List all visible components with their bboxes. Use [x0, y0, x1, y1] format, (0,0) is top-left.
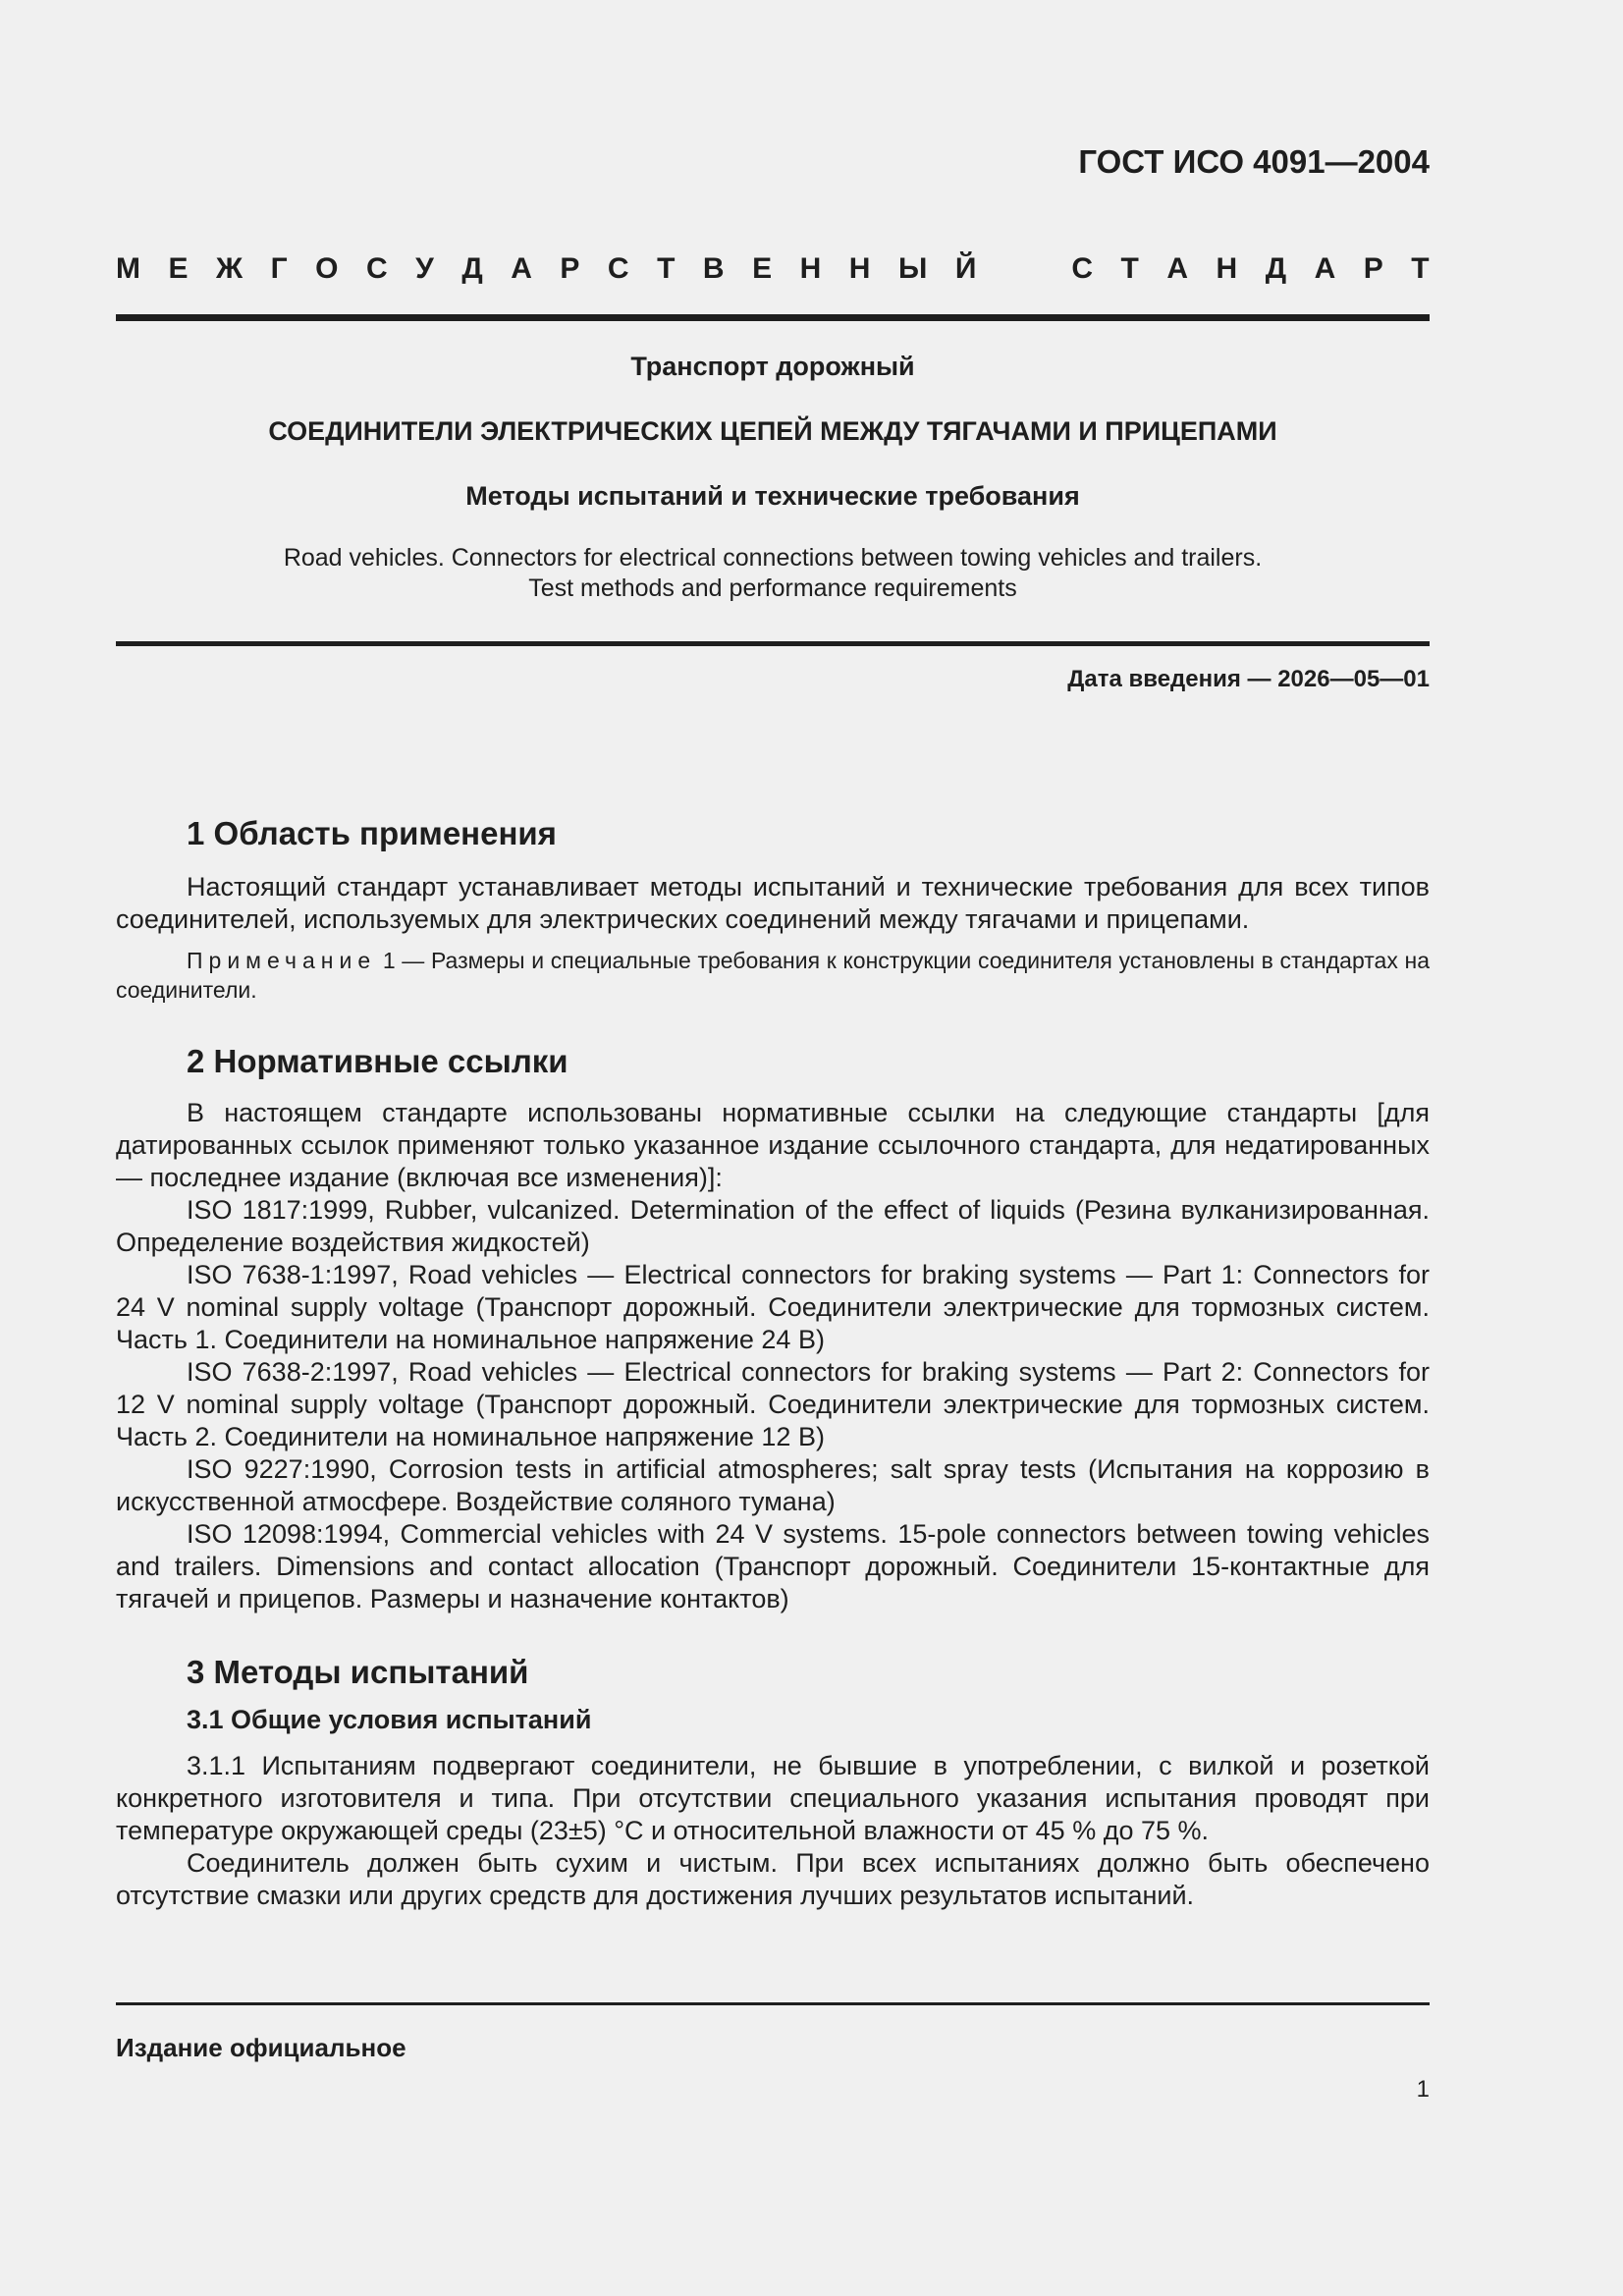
reference-item: ISO 9227:1990, Corrosion tests in artificial atmospheres; salt spray tests (Испытания на коррозию в искусственной атмосфере. Воздействие соляного тумана)	[116, 1454, 1430, 1516]
standard-type-letter: О	[315, 252, 339, 285]
standard-type-line	[116, 249, 1430, 289]
title-rule	[116, 641, 1430, 646]
standard-type-letter: Р	[560, 252, 580, 285]
section-3-paragraph-2: Соединитель должен быть сухим и чистым. При всех испытаниях должно быть обеспечено отсутствие смазки или других средств для достижения лучших результатов испытаний.	[116, 1848, 1430, 1910]
standard-type-letter: Д	[461, 252, 483, 285]
title-ru-line1: Транспорт дорожный	[630, 352, 915, 381]
standard-type-letter: Н	[848, 252, 871, 285]
reference-item: ISO 1817:1999, Rubber, vulcanized. Determination of the effect of liquids (Резина вулканизированная. Определение воздействия жидкостей)	[116, 1195, 1430, 1257]
section-1-paragraph: Настоящий стандарт устанавливает методы испытаний и технические требования для всех типов соединителей, используемых для электрических соединений между тягачами и прицепами.	[116, 872, 1430, 934]
title-ru-line2: СОЕДИНИТЕЛИ ЭЛЕКТРИЧЕСКИХ ЦЕПЕЙ МЕЖДУ ТЯГАЧАМИ И ПРИЦЕПАМИ	[268, 416, 1277, 446]
section-2-heading: 2 Нормативные ссылки	[187, 1043, 568, 1079]
standard-type-letter: Т	[1120, 252, 1139, 285]
standard-type-letter: Д	[1265, 252, 1287, 285]
standard-type-letter: Й	[954, 252, 977, 285]
section-3-heading: 3 Методы испытаний	[187, 1654, 529, 1690]
official-edition-label: Издание официальное	[116, 2033, 406, 2062]
gost-number: ГОСТ ИСО 4091—2004	[1078, 143, 1430, 180]
note-label: Примечание	[187, 948, 377, 973]
standard-type-letter: Ж	[216, 252, 243, 285]
standard-type-letter: С	[366, 252, 388, 285]
standard-type-letter: М	[116, 252, 140, 285]
header-rule	[116, 314, 1430, 321]
section-3-paragraph-1: 3.1.1 Испытаниям подвергают соединители, не бывшие в употреблении, с вилкой и розеткой конкретного изготовителя и типа. При отсутствии специального указания испытания проводят при температуре окружающей среды (23±5) °С и относительной влажности от 45 % до 75 %.	[116, 1751, 1430, 1845]
standard-type-letter: Ы	[897, 252, 928, 285]
standard-type-letter: Е	[168, 252, 189, 285]
title-ru-line3: Методы испытаний и технические требования	[465, 481, 1080, 511]
title-en-line1: Road vehicles. Connectors for electrical connections between towing vehicles and trailers.	[283, 544, 1263, 572]
standard-type-letter: В	[702, 252, 725, 285]
section-1-note	[116, 946, 1430, 1005]
standard-type-letter: С	[607, 252, 629, 285]
intro-date: Дата введения — 2026—05—01	[1067, 666, 1430, 692]
reference-item: ISO 12098:1994, Commercial vehicles with 24 V systems. 15-pole connectors between towing vehicles and trailers. Dimensions and contact allocation (Транспорт дорожный. Соединители 15-контактные для тягачей и прицепов. Размеры и назначение контактов)	[116, 1519, 1430, 1613]
page-number: 1	[1416, 2076, 1430, 2103]
document-body	[116, 812, 1430, 1912]
standard-type-letter: А	[511, 252, 532, 285]
standard-type-letter: Р	[1363, 252, 1383, 285]
standard-type-letter: Е	[752, 252, 773, 285]
standard-type-letter: Г	[270, 252, 288, 285]
standard-type-letter: У	[415, 252, 434, 285]
title-en-line2: Test methods and performance requirements	[528, 574, 1017, 602]
standard-type-letter: А	[1166, 252, 1189, 285]
title-en	[116, 543, 1430, 604]
reference-item: ISO 7638-2:1997, Road vehicles — Electrical connectors for braking systems — Part 2: Connectors for 12 V nominal supply voltage (Транспорт дорожный. Соединители электрические для тормозных систем. Часть 2. Соединители на номинальное напряжение 12 В)	[116, 1357, 1430, 1451]
standard-type-letter: Т	[1411, 252, 1430, 285]
standard-type-letter: Н	[1216, 252, 1238, 285]
footer-rule	[116, 2002, 1430, 2005]
standard-type-letter: Т	[657, 252, 676, 285]
section-2-intro: В настоящем стандарте использованы нормативные ссылки на следующие стандарты [для датированных ссылок применяют только указанное издание ссылочного стандарта, для недатированных — последнее издание (включая все изменения)]:	[116, 1098, 1430, 1192]
reference-item: ISO 7638-1:1997, Road vehicles — Electrical connectors for braking systems — Part 1: Connectors for 24 V nominal supply voltage (Транспорт дорожный. Соединители электрические для тормозных систем. Часть 1. Соединители на номинальное напряжение 24 В)	[116, 1260, 1430, 1354]
section-1-heading: 1 Область применения	[187, 815, 557, 851]
subsection-3-1-heading: 3.1 Общие условия испытаний	[187, 1705, 592, 1734]
standard-type-letter: Н	[799, 252, 822, 285]
note-text: 1 — Размеры и специальные требования к конструкции соединителя установлены в стандартах на соединители.	[116, 948, 1430, 1003]
standard-type-letter: А	[1314, 252, 1336, 285]
standard-type-letter: С	[1071, 252, 1094, 285]
